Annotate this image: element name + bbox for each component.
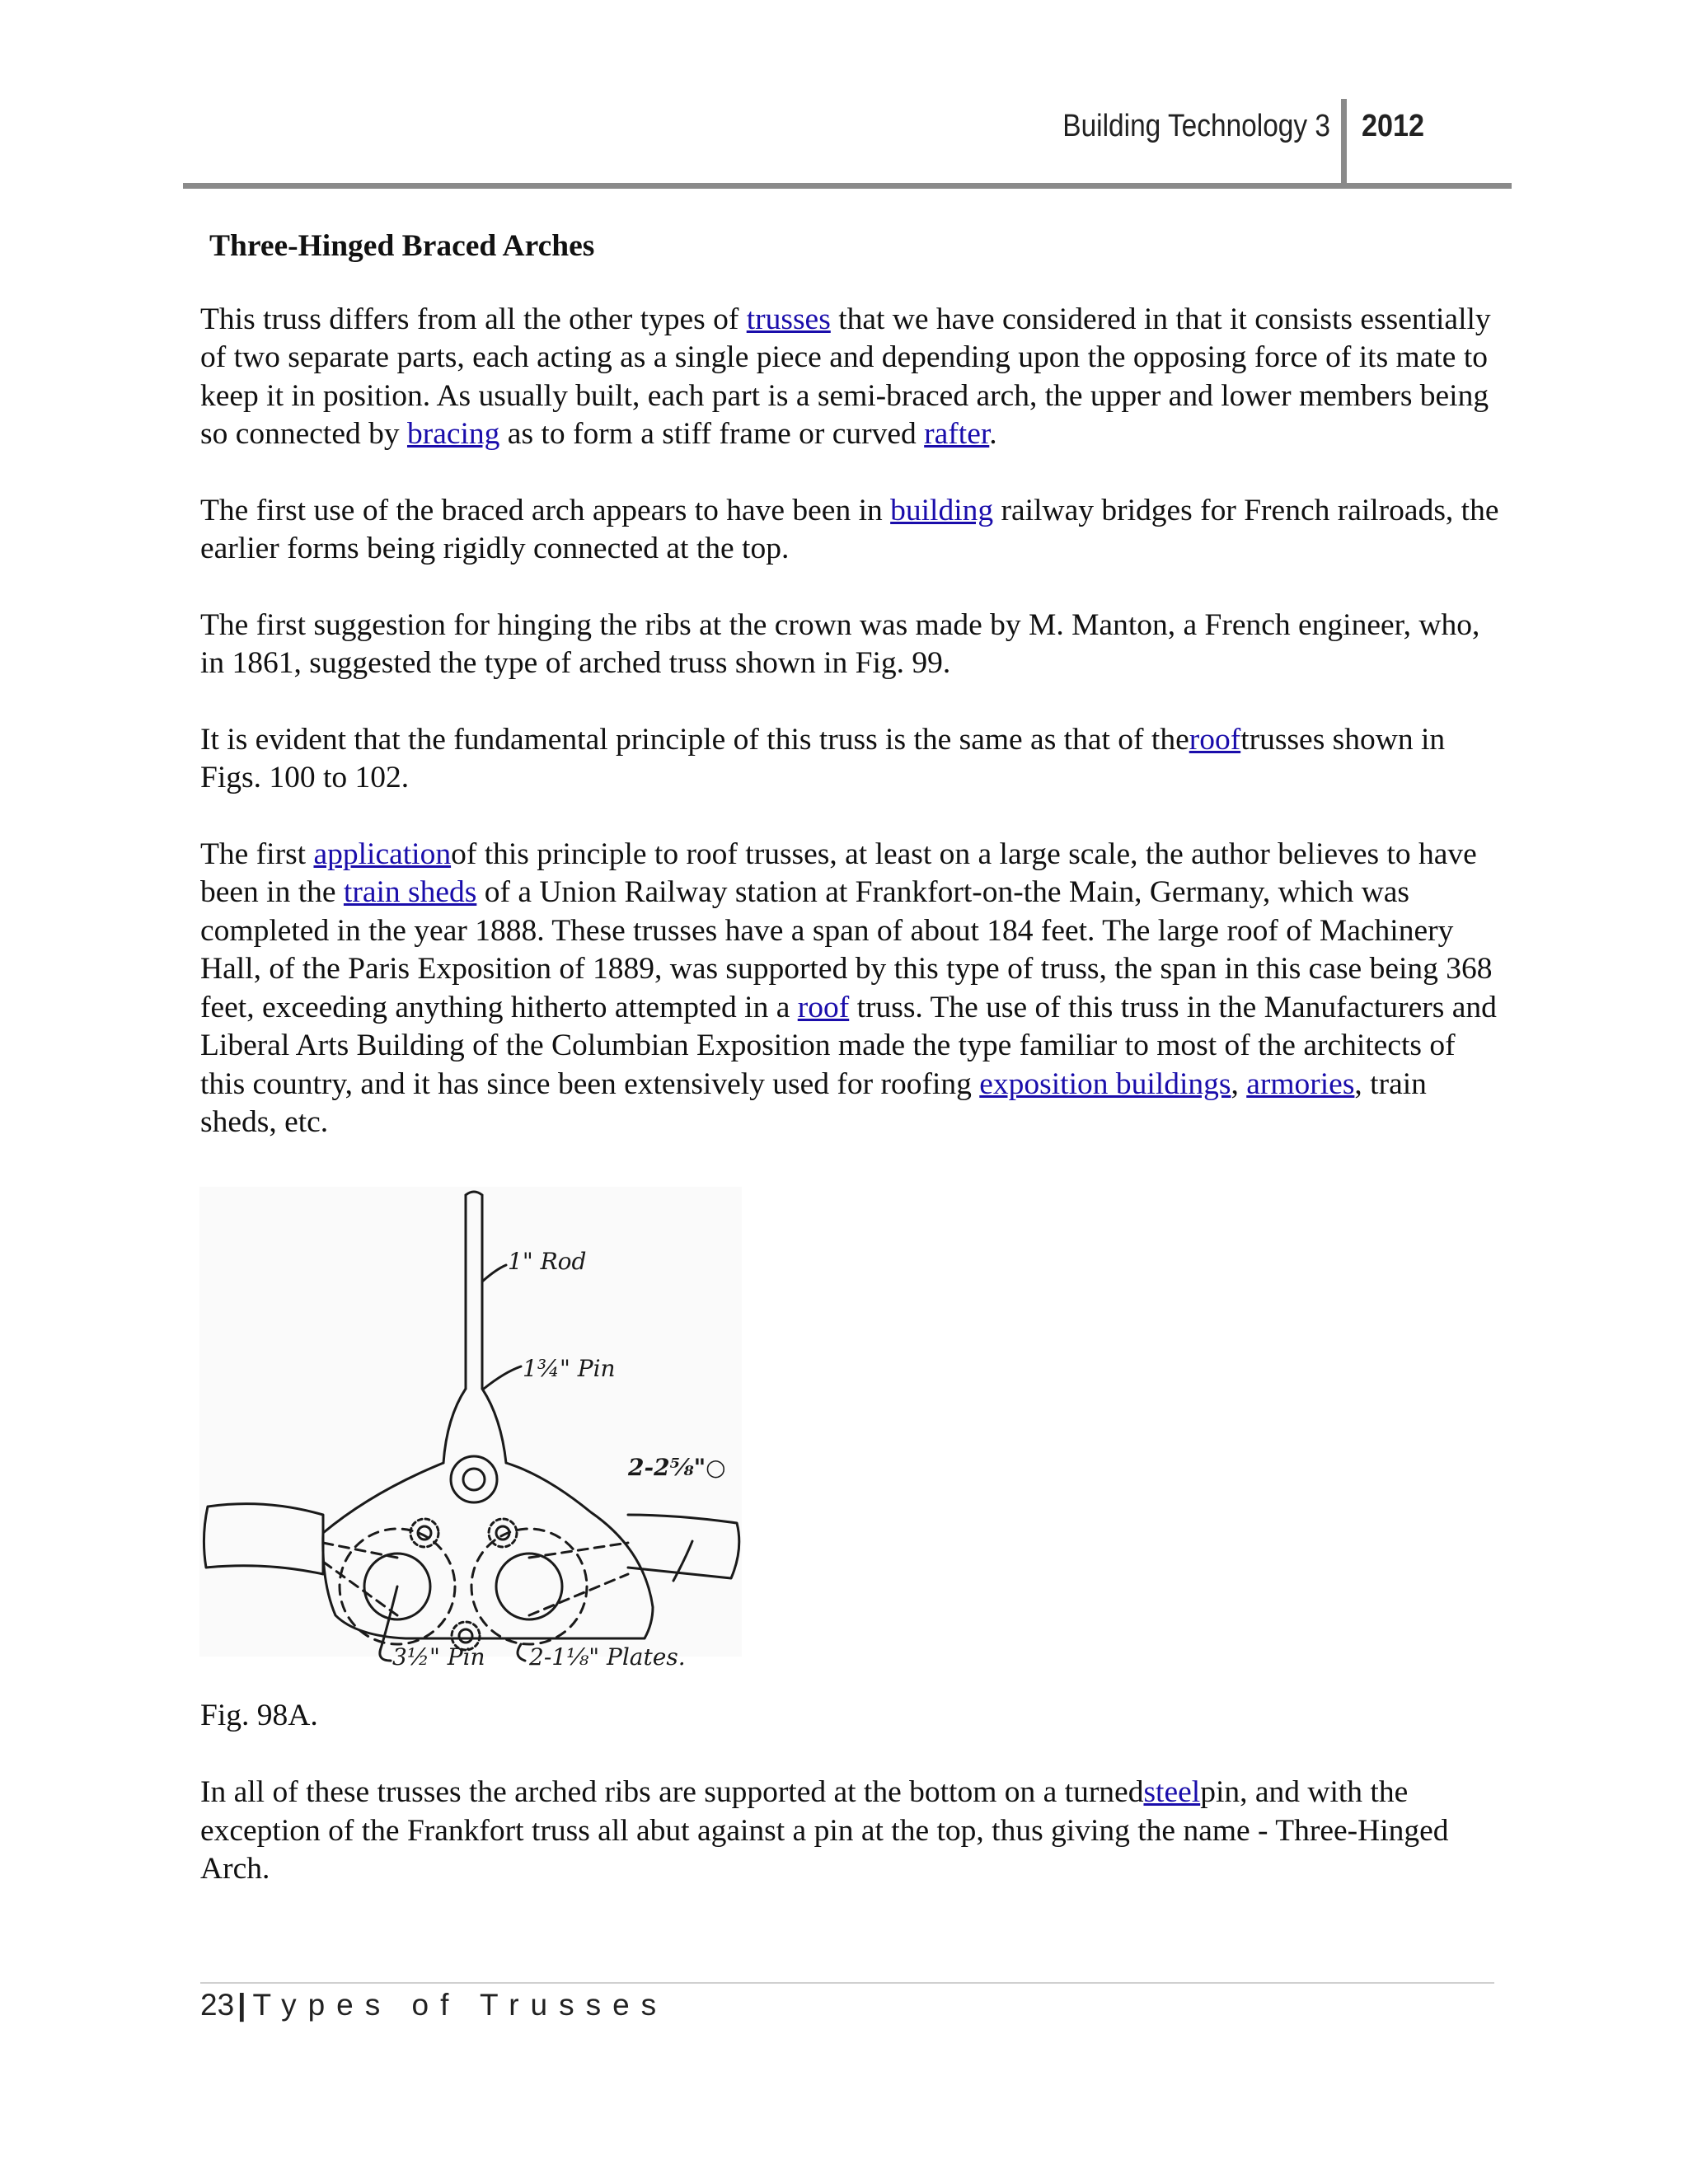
header-year: 2012 [1362,109,1425,143]
pin-connection-figure [199,1187,742,1671]
label-plates: 2-1⅛" Plates. [529,1643,686,1671]
paragraph-3 [200,607,1503,683]
header-divider [1341,99,1347,186]
text-run: pin, and with the exception of the Frankfort truss all abut against a pin at the top, thus giving the name - Three-Hinged Arch. [200,1775,1449,1886]
text-run: of a Union Railway station at Frankfort-on-the Main, Germany, which was completed in the year 1888. These trusses have a span of about 184 feet. The large roof of Machinery Hall, of the Paris Exposition of 1889, was supported by this type of truss, the span in this case being 368 feet, exceeding anything hitherto attempted in a [200,875,1493,1024]
link-rafter[interactable]: rafter [924,417,990,451]
text-run: The first [200,837,314,871]
link-application[interactable]: application [313,837,452,871]
label-diameter: 2-2⅝"○ [628,1454,726,1481]
link-bracing[interactable]: bracing [406,417,500,451]
paragraphs [200,301,1503,1142]
footer-separator: | [237,1988,246,2022]
text-run: trusses shown in Figs. 100 to 102. [200,722,1446,794]
page-number: 23 [200,1988,235,2022]
header-rule [183,183,1512,189]
label-rod: 1" Rod [508,1248,587,1275]
main-content [200,227,1503,1180]
paragraph-5 [200,836,1503,1142]
text-run: truss. The use of this truss in the Manufacturers and Liberal Arts Building of the Columbian Exposition made the type familiar to most of the architects of this country, and it has since been extensively used for roofing [200,990,1497,1101]
text-run: The first suggestion for hinging the ribs at the crown was made by M. Manton, a French engineer, who, in 1861, suggested the type of arched truss shown in Fig. 99. [200,607,1480,680]
link-train-sheds[interactable]: train sheds [343,875,477,909]
link-roof[interactable]: roof [797,990,850,1024]
link-building[interactable]: building [890,493,994,527]
text-run: as to form a stiff frame or curved [499,417,925,451]
figure-caption: Fig. 98A. [200,1699,318,1732]
text-run: of this principle to roof trusses, at least on a large scale, the author believes to have been in the [200,837,1477,909]
footer-section-title: Types of Trusses [252,1988,668,2022]
link-armories[interactable]: armories [1246,1066,1355,1101]
label-top-pin: 1¾" Pin [523,1355,616,1382]
header-title: Building Technology 3 [1062,109,1330,143]
text-run: The first use of the braced arch appears to have been in [200,493,891,527]
text-run: railway bridges for French railroads, the earlier forms being rigidly connected at the top. [200,493,1499,565]
closing-paragraph [200,1774,1503,1889]
footer-rule [200,1982,1494,1984]
text-run: It is evident that the fundamental principle of this truss is the same as that of the [200,722,1189,757]
text-run: This truss differs from all the other types of [200,302,747,336]
paragraph-1 [200,301,1503,454]
link-exposition-buildings[interactable]: exposition buildings [979,1066,1231,1101]
paragraph-2 [200,492,1503,569]
text-run: . [989,417,997,451]
label-bottom-pin: 3½" Pin [392,1643,485,1671]
text-run: In all of these trusses the arched ribs are supported at the bottom on a turned [200,1775,1144,1809]
footer [200,1988,668,2022]
section-heading: Three-Hinged Braced Arches [209,229,595,263]
paragraph-4 [200,721,1503,798]
link-steel[interactable]: steel [1143,1775,1201,1809]
link-roof[interactable]: roof [1189,722,1241,757]
link-trusses[interactable]: trusses [746,302,831,336]
text-run: that we have considered in that it consists essentially of two separate parts, each acting as a single piece and depending upon the opposing force of its mate to keep it in position. As usually built, each part is a semi-braced arch, the upper and lower members being so connected by [200,302,1491,451]
text-run: , train sheds, etc. [200,1066,1427,1139]
text-run: , [1231,1066,1247,1101]
